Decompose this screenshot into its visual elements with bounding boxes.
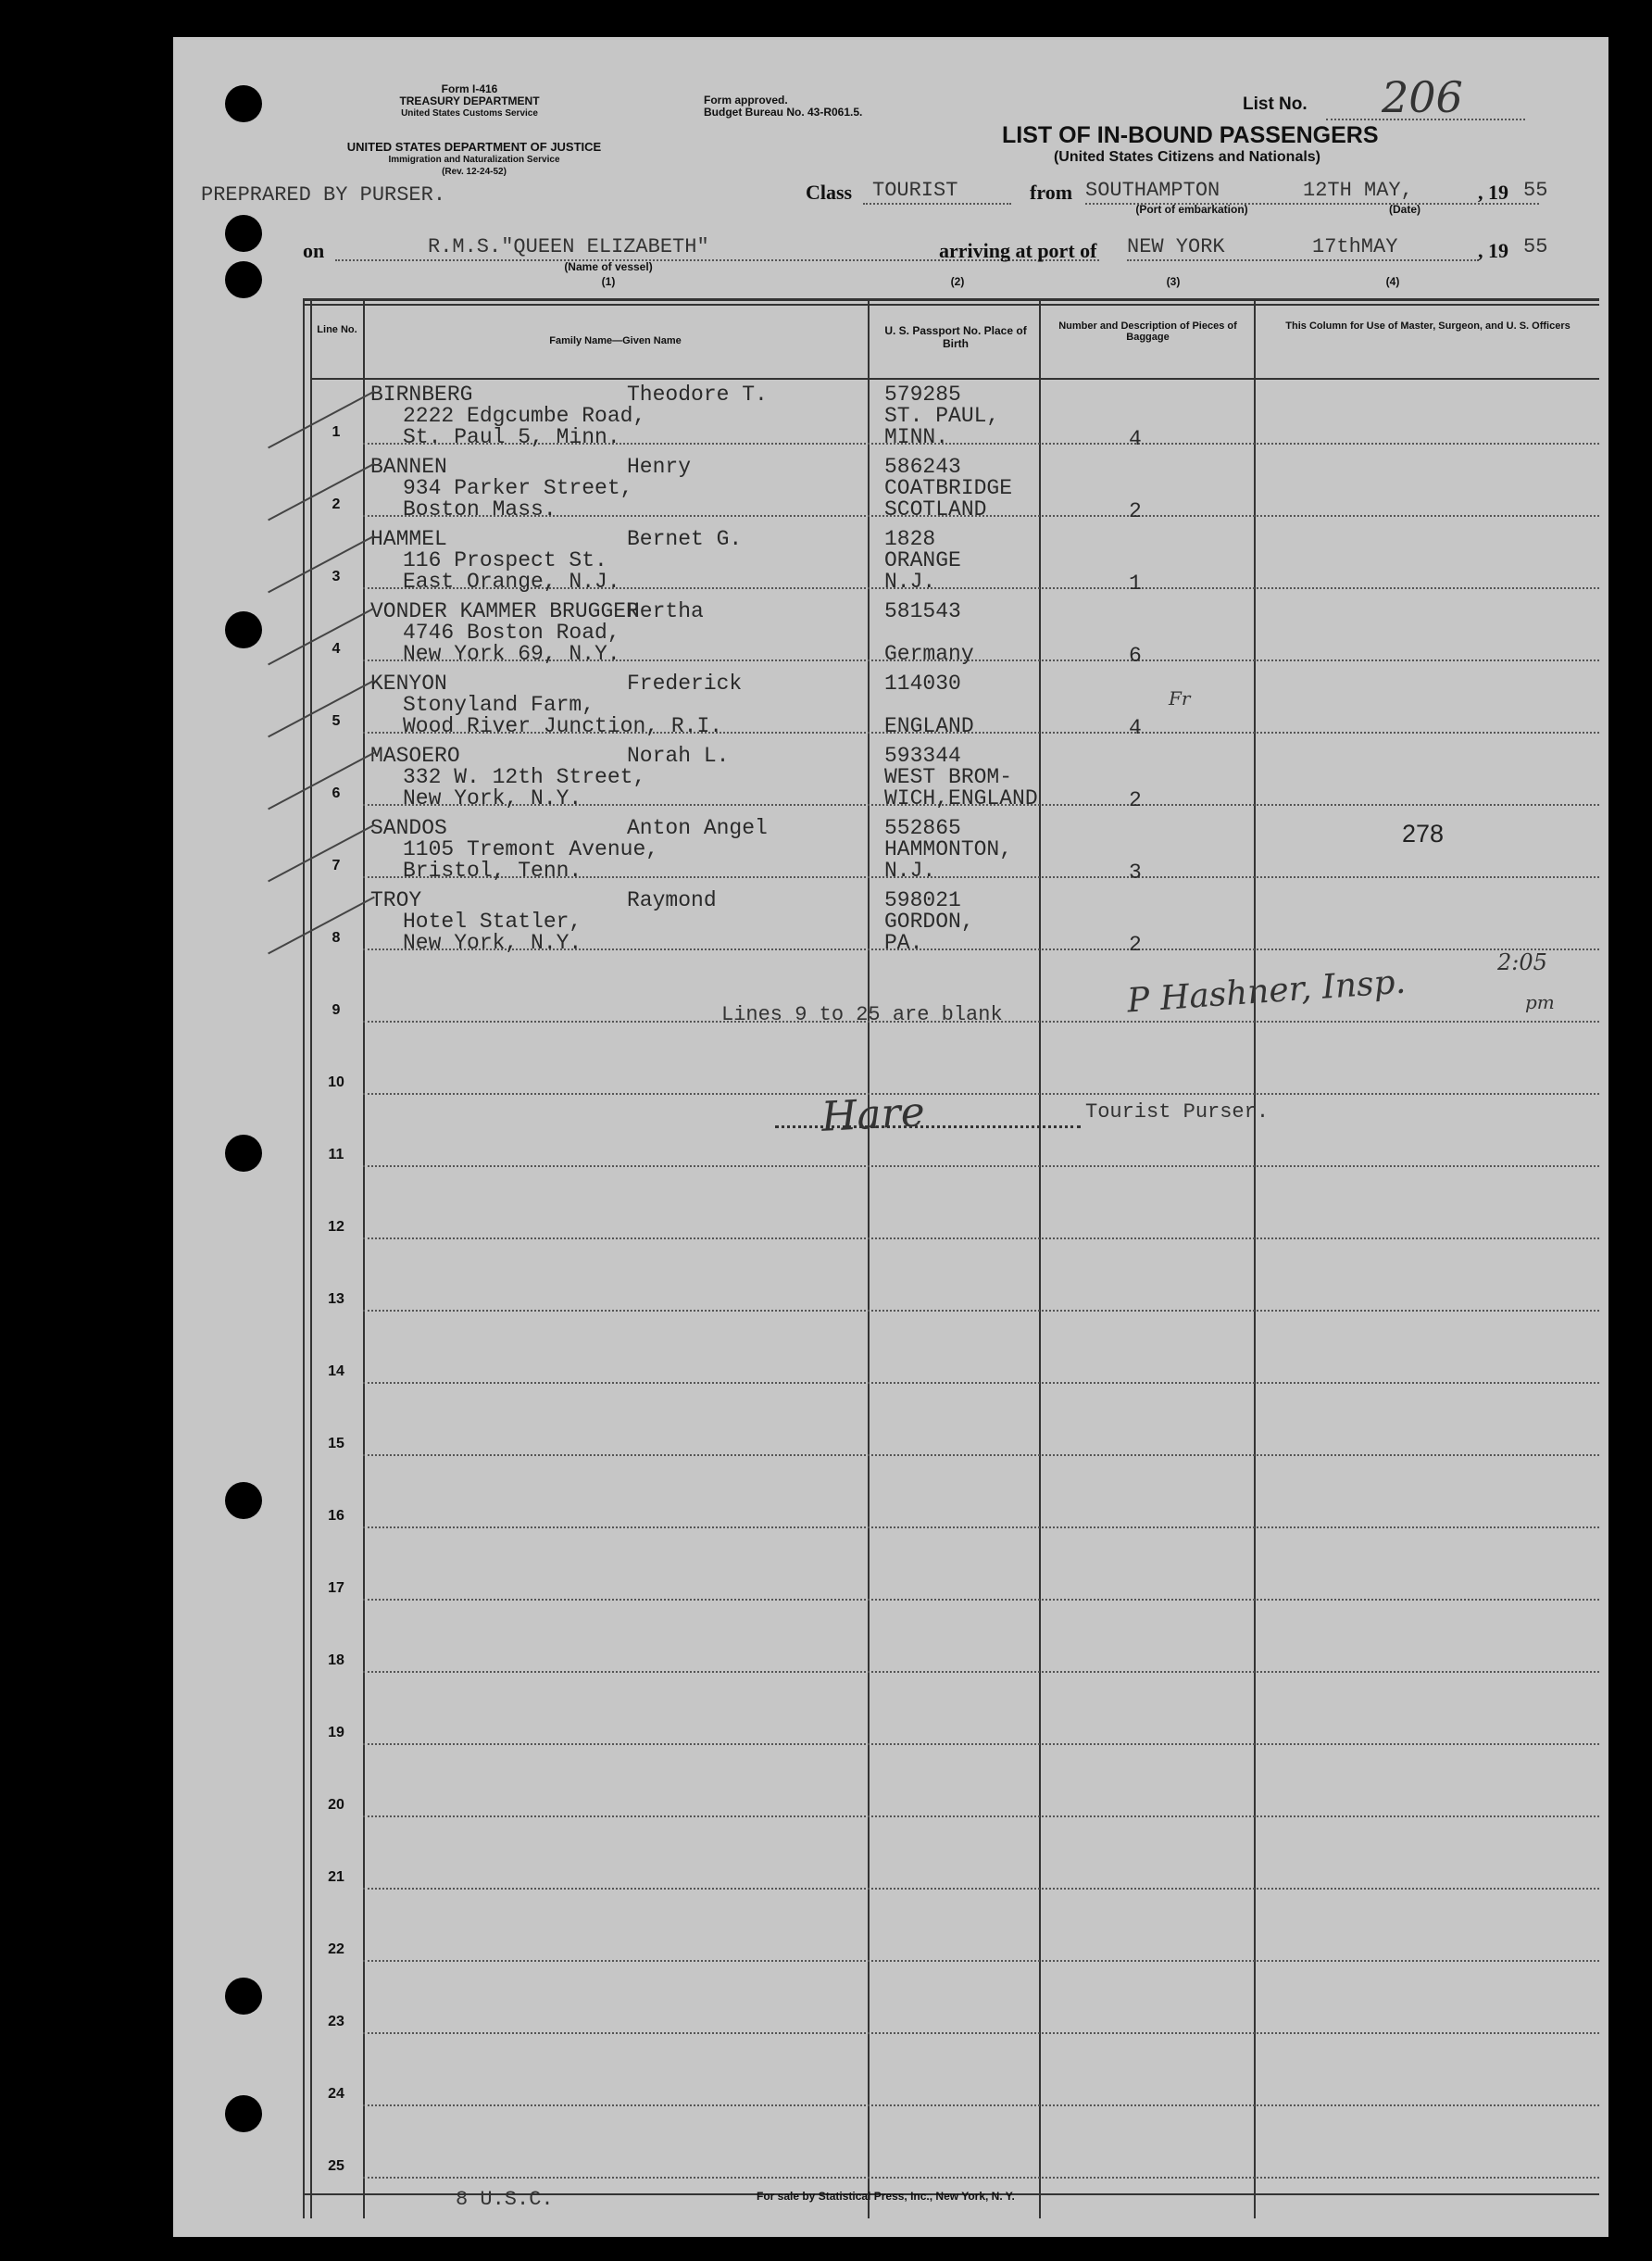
punch-hole bbox=[225, 2095, 262, 2132]
check-mark bbox=[268, 535, 375, 594]
purser-title: Tourist Purser. bbox=[1085, 1100, 1270, 1124]
official-note: 278 bbox=[1402, 820, 1445, 848]
embarkation-field bbox=[1085, 179, 1539, 205]
given-name: Hertha bbox=[627, 599, 704, 623]
row-number: 13 bbox=[328, 1291, 344, 1307]
passport-number: 581543 bbox=[884, 599, 961, 623]
check-mark bbox=[268, 463, 375, 521]
vessel-name: R.M.S."QUEEN ELIZABETH" bbox=[428, 235, 709, 258]
inspector-signature: P Hashner, Insp. bbox=[1125, 962, 1408, 1021]
row-rule bbox=[363, 1960, 1599, 1962]
justice-department: UNITED STATES DEPARTMENT OF JUSTICE bbox=[346, 140, 602, 154]
on-label: on bbox=[303, 239, 325, 262]
birth-place-line-2: Germany bbox=[884, 642, 974, 666]
row-number: 19 bbox=[328, 1725, 344, 1740]
row-rule bbox=[363, 1526, 1599, 1528]
list-no-label: List No. bbox=[1243, 94, 1308, 114]
passport-number: 552865 bbox=[884, 816, 961, 840]
baggage-count: 6 bbox=[1129, 644, 1142, 668]
arriving-label: arriving at port of bbox=[939, 239, 1097, 262]
row-number: 5 bbox=[332, 713, 341, 729]
family-name: BANNEN bbox=[370, 455, 447, 479]
baggage-count: 2 bbox=[1129, 933, 1142, 957]
prepared-by: PREPRARED BY PURSER. bbox=[201, 183, 446, 207]
blank-lines-note: Lines 9 to 25 are blank bbox=[721, 1003, 1003, 1026]
page-subtitle: (United States Citizens and Nationals) bbox=[1053, 149, 1321, 165]
row-number: 18 bbox=[328, 1652, 344, 1668]
table-top-rule bbox=[303, 298, 1599, 301]
birth-place-line-1: ORANGE bbox=[884, 548, 961, 572]
birth-place-line-1: HAMMONTON, bbox=[884, 837, 1013, 861]
address-line-2: Bristol, Tenn. bbox=[403, 859, 582, 883]
row-number: 12 bbox=[328, 1219, 344, 1235]
row-rule bbox=[363, 2032, 1599, 2034]
row-rule bbox=[363, 1888, 1599, 1890]
pencil-mark: Fr bbox=[1169, 687, 1191, 710]
row-rule bbox=[363, 1310, 1599, 1312]
baggage-count: 2 bbox=[1129, 788, 1142, 812]
baggage-count: 4 bbox=[1129, 427, 1142, 451]
header-name: Family Name—Given Name bbox=[549, 335, 682, 346]
row-number: 24 bbox=[328, 2086, 344, 2102]
row-number: 7 bbox=[332, 858, 341, 873]
given-name: Henry bbox=[627, 455, 692, 479]
row-number: 1 bbox=[332, 424, 341, 440]
address-line-1: Stonyland Farm, bbox=[403, 693, 595, 717]
family-name: BIRNBERG bbox=[370, 383, 473, 407]
row-number: 16 bbox=[328, 1508, 344, 1524]
form-number: Form I-416 bbox=[441, 82, 498, 95]
given-name: Raymond bbox=[627, 888, 717, 912]
purser-signature: Hare bbox=[820, 1088, 926, 1141]
row-number: 10 bbox=[328, 1074, 344, 1090]
inspector-time: 2:05 bbox=[1497, 949, 1547, 975]
passport-number: 114030 bbox=[884, 672, 961, 696]
form-approved: Form approved. bbox=[704, 94, 788, 107]
port-embarkation-caption: (Port of embarkation) bbox=[1135, 203, 1248, 216]
punch-hole bbox=[225, 1482, 262, 1519]
row-number: 9 bbox=[332, 1002, 341, 1018]
header-baggage: Number and Description of Pieces of Baggage bbox=[1058, 320, 1237, 343]
revision-date: (Rev. 12-24-52) bbox=[442, 167, 507, 177]
row-number: 17 bbox=[328, 1580, 344, 1596]
class-value: TOURIST bbox=[872, 179, 958, 202]
family-name: SANDOS bbox=[370, 816, 447, 840]
given-name: Anton Angel bbox=[627, 816, 768, 840]
year-prefix-1: , 19 bbox=[1478, 181, 1508, 204]
punch-hole bbox=[225, 611, 262, 648]
form-sheet bbox=[173, 37, 1608, 2237]
usc-reference: 8 U.S.C. bbox=[456, 2188, 554, 2211]
row-rule bbox=[363, 1815, 1599, 1817]
passport-number: 598021 bbox=[884, 888, 961, 912]
row-rule bbox=[363, 1382, 1599, 1384]
address-line-2: Boston Mass. bbox=[403, 497, 557, 521]
row-number: 15 bbox=[328, 1436, 344, 1451]
address-line-1: 1105 Tremont Avenue, bbox=[403, 837, 659, 861]
passport-number: 579285 bbox=[884, 383, 961, 407]
date-caption: (Date) bbox=[1388, 203, 1420, 216]
table-top-rule-inner bbox=[303, 304, 1599, 306]
list-no-value: 206 bbox=[1382, 72, 1463, 122]
birth-place-line-2: PA. bbox=[884, 931, 923, 955]
from-label: from bbox=[1030, 181, 1073, 204]
family-name: MASOERO bbox=[370, 744, 460, 768]
address-line-1: 332 W. 12th Street, bbox=[403, 765, 646, 789]
birth-place-line-1: ST. PAUL, bbox=[884, 404, 1000, 428]
row-number: 22 bbox=[328, 1941, 344, 1957]
birth-place-line-2: WICH,ENGLAND bbox=[884, 786, 1038, 810]
family-name: VONDER KAMMER BRUGGER bbox=[370, 599, 639, 623]
row-rule bbox=[363, 2177, 1599, 2179]
punch-hole bbox=[225, 1135, 262, 1172]
birth-place-line-2: N.J. bbox=[884, 859, 936, 883]
row-rule bbox=[363, 2104, 1599, 2106]
inspector-pm: pm bbox=[1525, 991, 1555, 1013]
address-line-1: 4746 Boston Road, bbox=[403, 621, 620, 645]
arrival-field bbox=[1127, 235, 1479, 261]
birth-place-line-1: GORDON, bbox=[884, 910, 974, 934]
row-number: 25 bbox=[328, 2158, 344, 2174]
punch-hole bbox=[225, 1978, 262, 2015]
address-line-1: 116 Prospect St. bbox=[403, 548, 607, 572]
baggage-count: 1 bbox=[1129, 572, 1142, 596]
family-name: HAMMEL bbox=[370, 527, 447, 551]
row-rule bbox=[363, 1093, 1599, 1095]
punch-hole bbox=[225, 215, 262, 252]
address-line-1: 2222 Edgcumbe Road, bbox=[403, 404, 646, 428]
given-name: Theodore T. bbox=[627, 383, 768, 407]
check-mark bbox=[268, 680, 375, 738]
address-line-1: 934 Parker Street, bbox=[403, 476, 633, 500]
row-number: 8 bbox=[332, 930, 341, 946]
passport-number: 593344 bbox=[884, 744, 961, 768]
birth-place-line-1: WEST BROM- bbox=[884, 765, 1013, 789]
birth-place-line-2: N.J. bbox=[884, 570, 936, 594]
budget-bureau: Budget Bureau No. 43-R061.5. bbox=[704, 106, 863, 119]
row-rule bbox=[363, 1237, 1599, 1239]
check-mark bbox=[268, 391, 375, 449]
check-mark bbox=[268, 824, 375, 883]
address-line-2: St. Paul 5, Minn. bbox=[403, 425, 620, 449]
class-field bbox=[863, 179, 1011, 205]
row-rule bbox=[363, 1671, 1599, 1673]
column-4-marker: (4) bbox=[1385, 275, 1400, 288]
punch-hole bbox=[225, 261, 262, 298]
passport-number: 1828 bbox=[884, 527, 936, 551]
address-line-2: New York, N.Y. bbox=[403, 786, 582, 810]
header-passport: U. S. Passport No. Place of Birth bbox=[884, 324, 1027, 350]
baggage-count: 2 bbox=[1129, 499, 1142, 523]
address-line-2: New York 69, N.Y. bbox=[403, 642, 620, 666]
year-1: 55 bbox=[1523, 179, 1548, 202]
family-name: TROY bbox=[370, 888, 422, 912]
class-label: Class bbox=[806, 181, 853, 204]
row-rule bbox=[363, 1165, 1599, 1167]
publisher-note: For sale by Statistical Press, Inc., New York, N. Y. bbox=[757, 2190, 1015, 2203]
column-1-marker: (1) bbox=[601, 275, 616, 288]
row-number: 11 bbox=[328, 1147, 344, 1162]
row-number: 6 bbox=[332, 785, 341, 801]
row-rule bbox=[363, 1454, 1599, 1456]
row-number: 2 bbox=[332, 496, 341, 512]
year-prefix-2: , 19 bbox=[1478, 239, 1508, 262]
given-name: Norah L. bbox=[627, 744, 730, 768]
row-number: 14 bbox=[328, 1363, 344, 1379]
row-rule bbox=[363, 1599, 1599, 1601]
column-3-marker: (3) bbox=[1166, 275, 1181, 288]
table-left-border-inner bbox=[310, 301, 312, 2218]
customs-service: United States Customs Service bbox=[401, 108, 538, 119]
given-name: Bernet G. bbox=[627, 527, 743, 551]
row-rule bbox=[363, 1743, 1599, 1745]
table-left-border bbox=[303, 301, 305, 2218]
check-mark bbox=[268, 897, 375, 955]
embarkation-date: 12TH MAY, bbox=[1303, 179, 1413, 202]
address-line-2: New York, N.Y. bbox=[403, 931, 582, 955]
immigration-service: Immigration and Naturalization Service bbox=[388, 155, 560, 165]
year-2: 55 bbox=[1523, 235, 1548, 258]
passport-number: 586243 bbox=[884, 455, 961, 479]
list-no-field bbox=[1326, 72, 1525, 122]
given-name: Frederick bbox=[627, 672, 743, 696]
row-number: 20 bbox=[328, 1797, 344, 1813]
treasury-department: TREASURY DEPARTMENT bbox=[399, 94, 540, 107]
family-name: KENYON bbox=[370, 672, 447, 696]
punch-hole bbox=[225, 85, 262, 122]
check-mark bbox=[268, 752, 375, 810]
row-number: 4 bbox=[332, 641, 341, 657]
baggage-count: 3 bbox=[1129, 860, 1142, 885]
baggage-count: 4 bbox=[1129, 716, 1142, 740]
address-line-2: Wood River Junction, R.I. bbox=[403, 714, 723, 738]
vessel-caption: (Name of vessel) bbox=[564, 260, 653, 273]
header-bottom-rule bbox=[310, 378, 1599, 380]
address-line-2: East Orange, N.J. bbox=[403, 570, 620, 594]
address-line-1: Hotel Statler, bbox=[403, 910, 582, 934]
row-number: 3 bbox=[332, 569, 341, 584]
header-line-no: Line No. bbox=[317, 324, 357, 335]
birth-place-line-2: SCOTLAND bbox=[884, 497, 987, 521]
header-official-use: This Column for Use of Master, Surgeon, and U. S. Officers bbox=[1285, 320, 1571, 332]
check-mark bbox=[268, 608, 375, 666]
purser-signature-line bbox=[775, 1125, 1081, 1128]
row-number: 23 bbox=[328, 2014, 344, 2029]
birth-place-line-1: COATBRIDGE bbox=[884, 476, 1013, 500]
arrival-port: NEW YORK bbox=[1127, 235, 1225, 258]
row-number: 21 bbox=[328, 1869, 344, 1885]
column-2-marker: (2) bbox=[950, 275, 965, 288]
birth-place-line-2: ENGLAND bbox=[884, 714, 974, 738]
embarkation-port: SOUTHAMPTON bbox=[1085, 179, 1220, 202]
page-title: LIST OF IN-BOUND PASSENGERS bbox=[1002, 122, 1379, 148]
arrival-date: 17thMAY bbox=[1312, 235, 1398, 258]
birth-place-line-2: MINN. bbox=[884, 425, 949, 449]
